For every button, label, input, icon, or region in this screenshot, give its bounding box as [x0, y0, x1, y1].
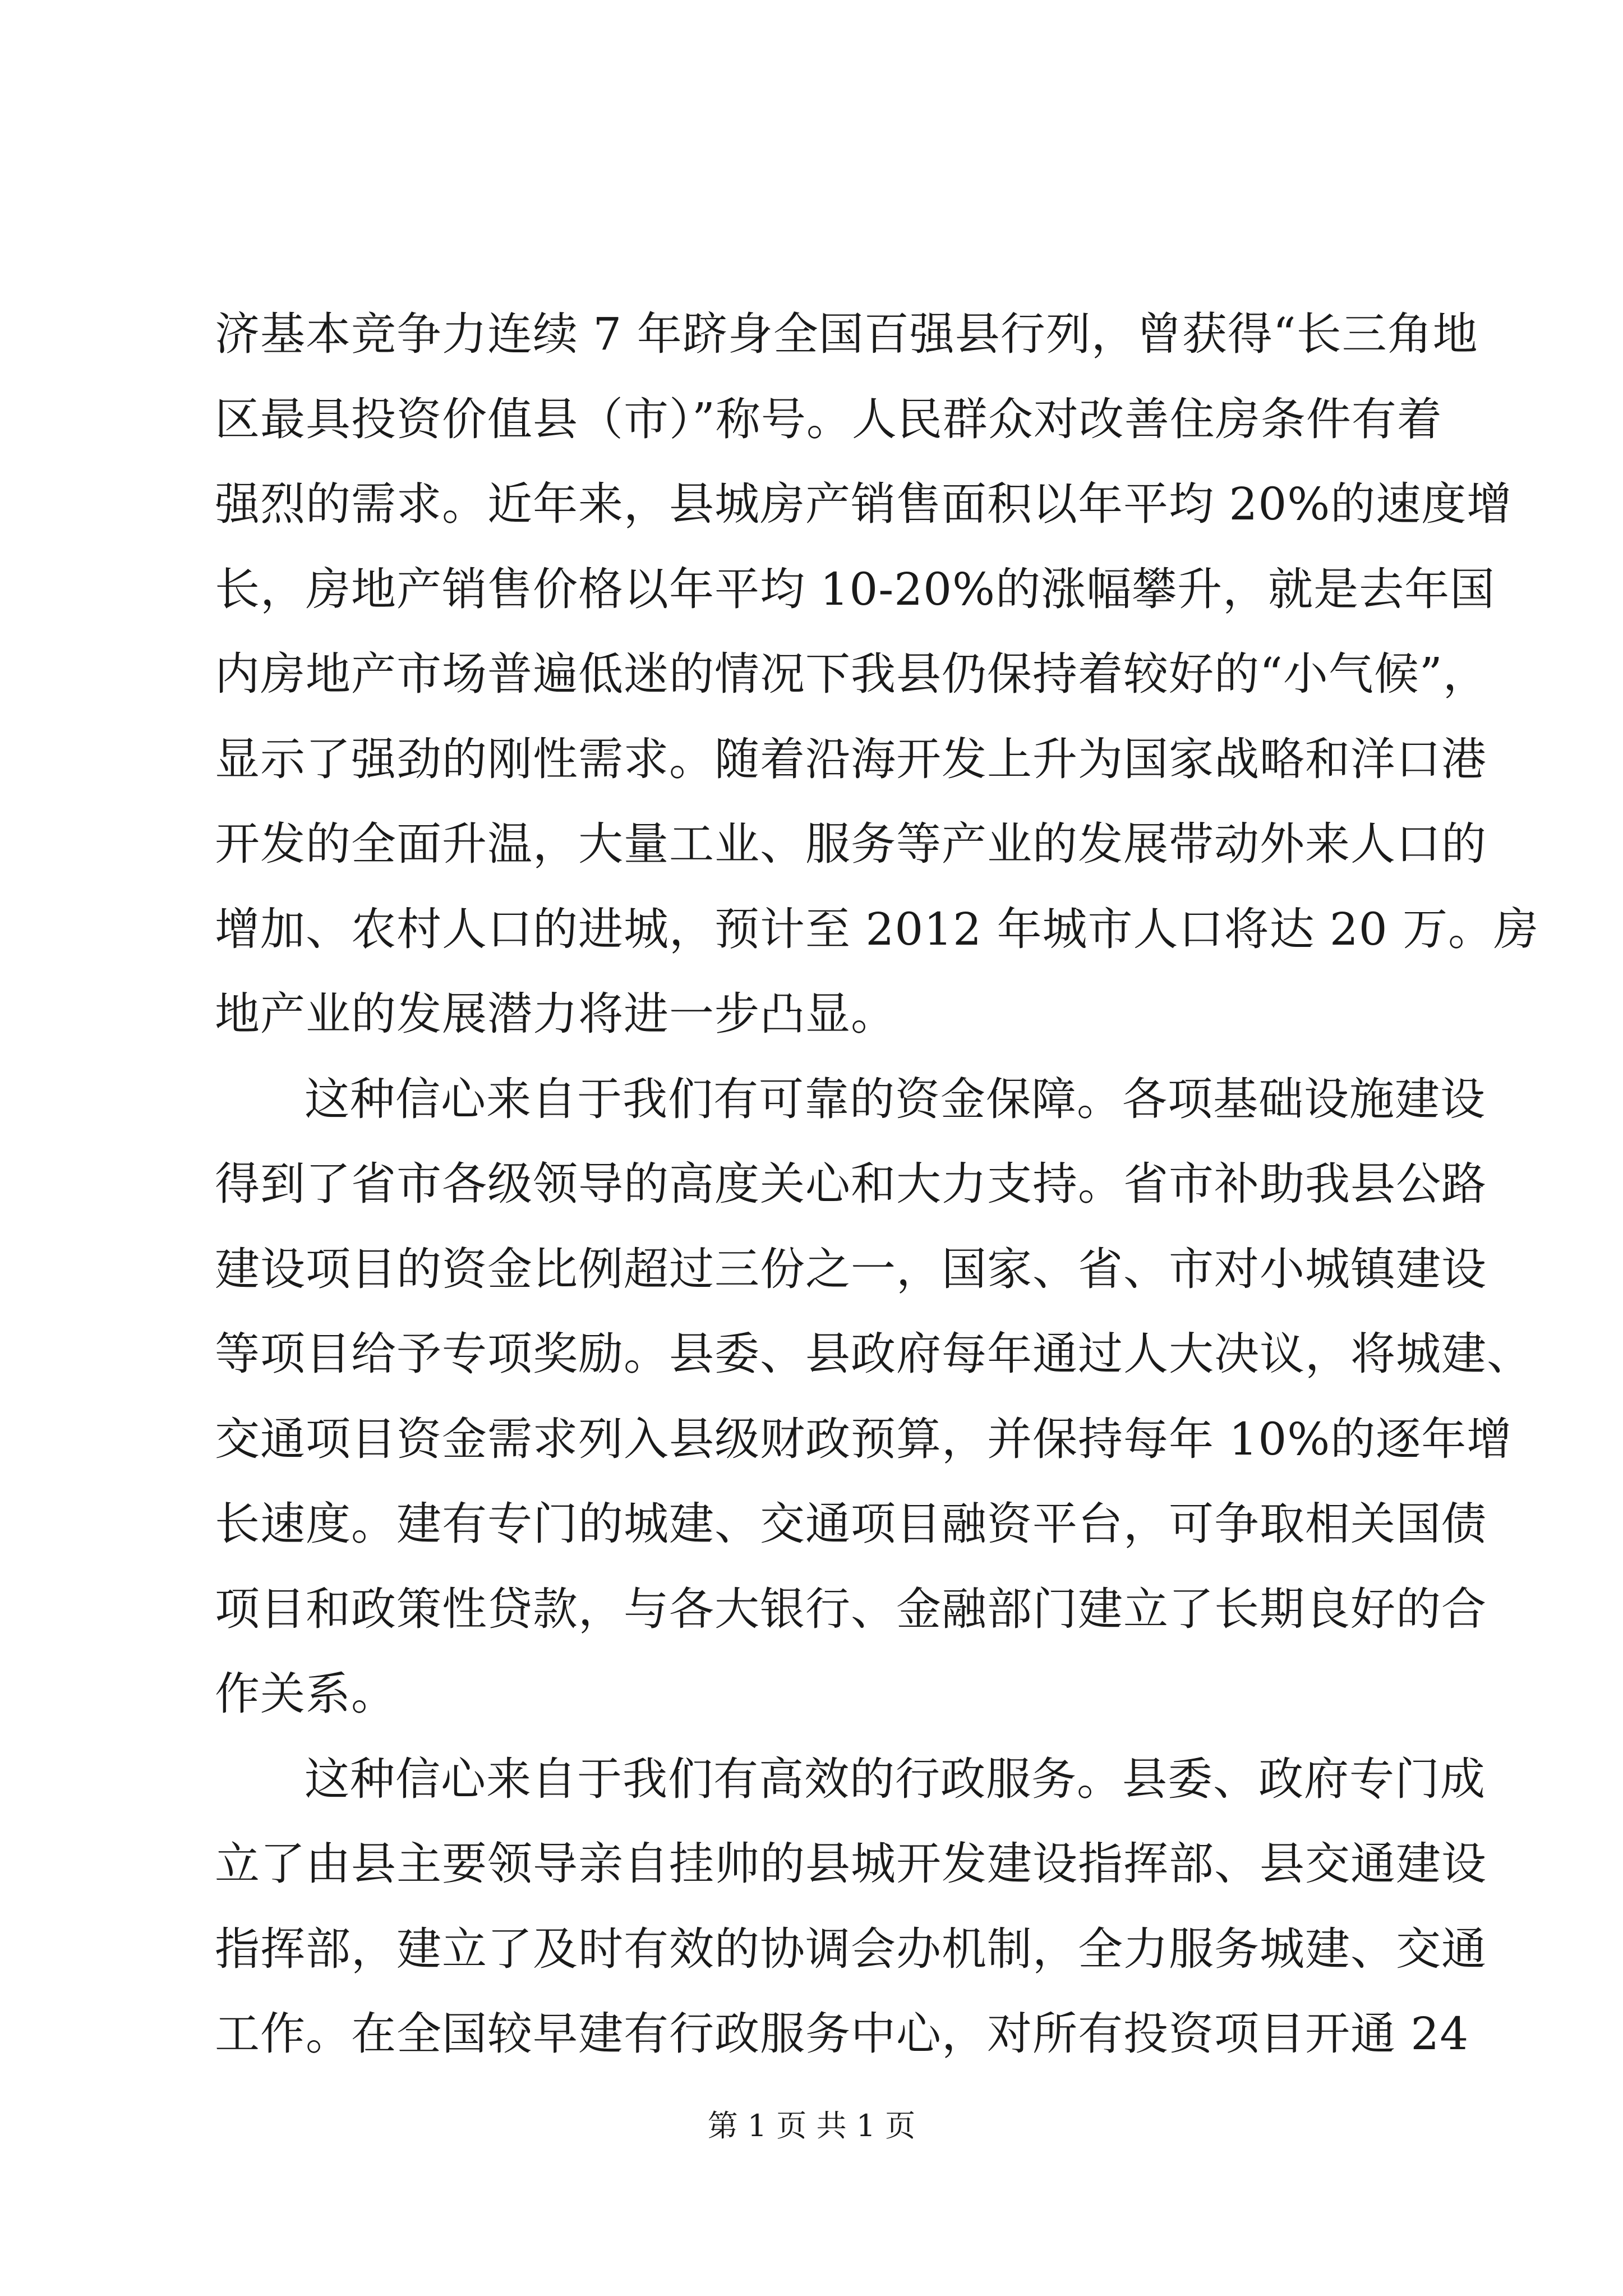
text-line: 内房地产市场普遍低迷的情况下我县仍保持着较好的“小气候”， [215, 648, 1488, 700]
text-line: 建设项目的资金比例超过三份之一，国家、省、市对小城镇建设 [215, 1243, 1487, 1295]
text-line: 地产业的发展潜力将进一步凸显。 [215, 988, 896, 1040]
text-line: 作关系。 [215, 1668, 396, 1720]
text-line: 等项目给予专项奖励。县委、县政府每年通过人大决议，将城建、 [215, 1328, 1532, 1380]
text-line: 指挥部，建立了及时有效的协调会办机制，全力服务城建、交通 [215, 1922, 1487, 1975]
text-line: 工作。在全国较早建有行政服务中心，对所有投资项目开通 24 [215, 2008, 1469, 2060]
text-line: 区最具投资价值县（市）”称号。人民群众对改善住房条件有着 [215, 393, 1442, 445]
text-line: 开发的全面升温，大量工业、服务等产业的发展带动外来人口的 [215, 818, 1487, 870]
text-line: 立了由县主要领导亲自挂帅的县城开发建设指挥部、县交通建设 [215, 1838, 1487, 1890]
body-text [215, 292, 1539, 2077]
text-line: 显示了强劲的刚性需求。随着沿海开发上升为国家战略和洋口港 [215, 733, 1487, 785]
text-line: 长速度。建有专门的城建、交通项目融资平台，可争取相关国债 [215, 1498, 1487, 1550]
text-line: 强烈的需求。近年来，县城房产销售面积以年平均 20%的速度增 [215, 478, 1513, 530]
text-line: 这种信心来自于我们有高效的行政服务。县委、政府专门成 [305, 1752, 1486, 1805]
text-line: 交通项目资金需求列入县级财政预算，并保持每年 10%的逐年增 [215, 1412, 1513, 1465]
text-line: 长，房地产销售价格以年平均 10-20%的涨幅攀升，就是去年国 [215, 563, 1496, 615]
text-line: 这种信心来自于我们有可靠的资金保障。各项基础设施建设 [305, 1073, 1486, 1125]
text-line: 增加、农村人口的进城，预计至 2012 年城市人口将达 20 万。房 [215, 903, 1539, 955]
page-footer [0, 2106, 1623, 2146]
text-line: 项目和政策性贷款，与各大银行、金融部门建立了长期良好的合 [215, 1582, 1487, 1635]
page-number: 第 1 页 共 1 页 [707, 2108, 916, 2143]
text-line: 得到了省市各级领导的高度关心和大力支持。省市补助我县公路 [215, 1158, 1487, 1210]
text-line: 济基本竞争力连续 7 年跻身全国百强县行列，曾获得“长三角地 [215, 308, 1478, 360]
